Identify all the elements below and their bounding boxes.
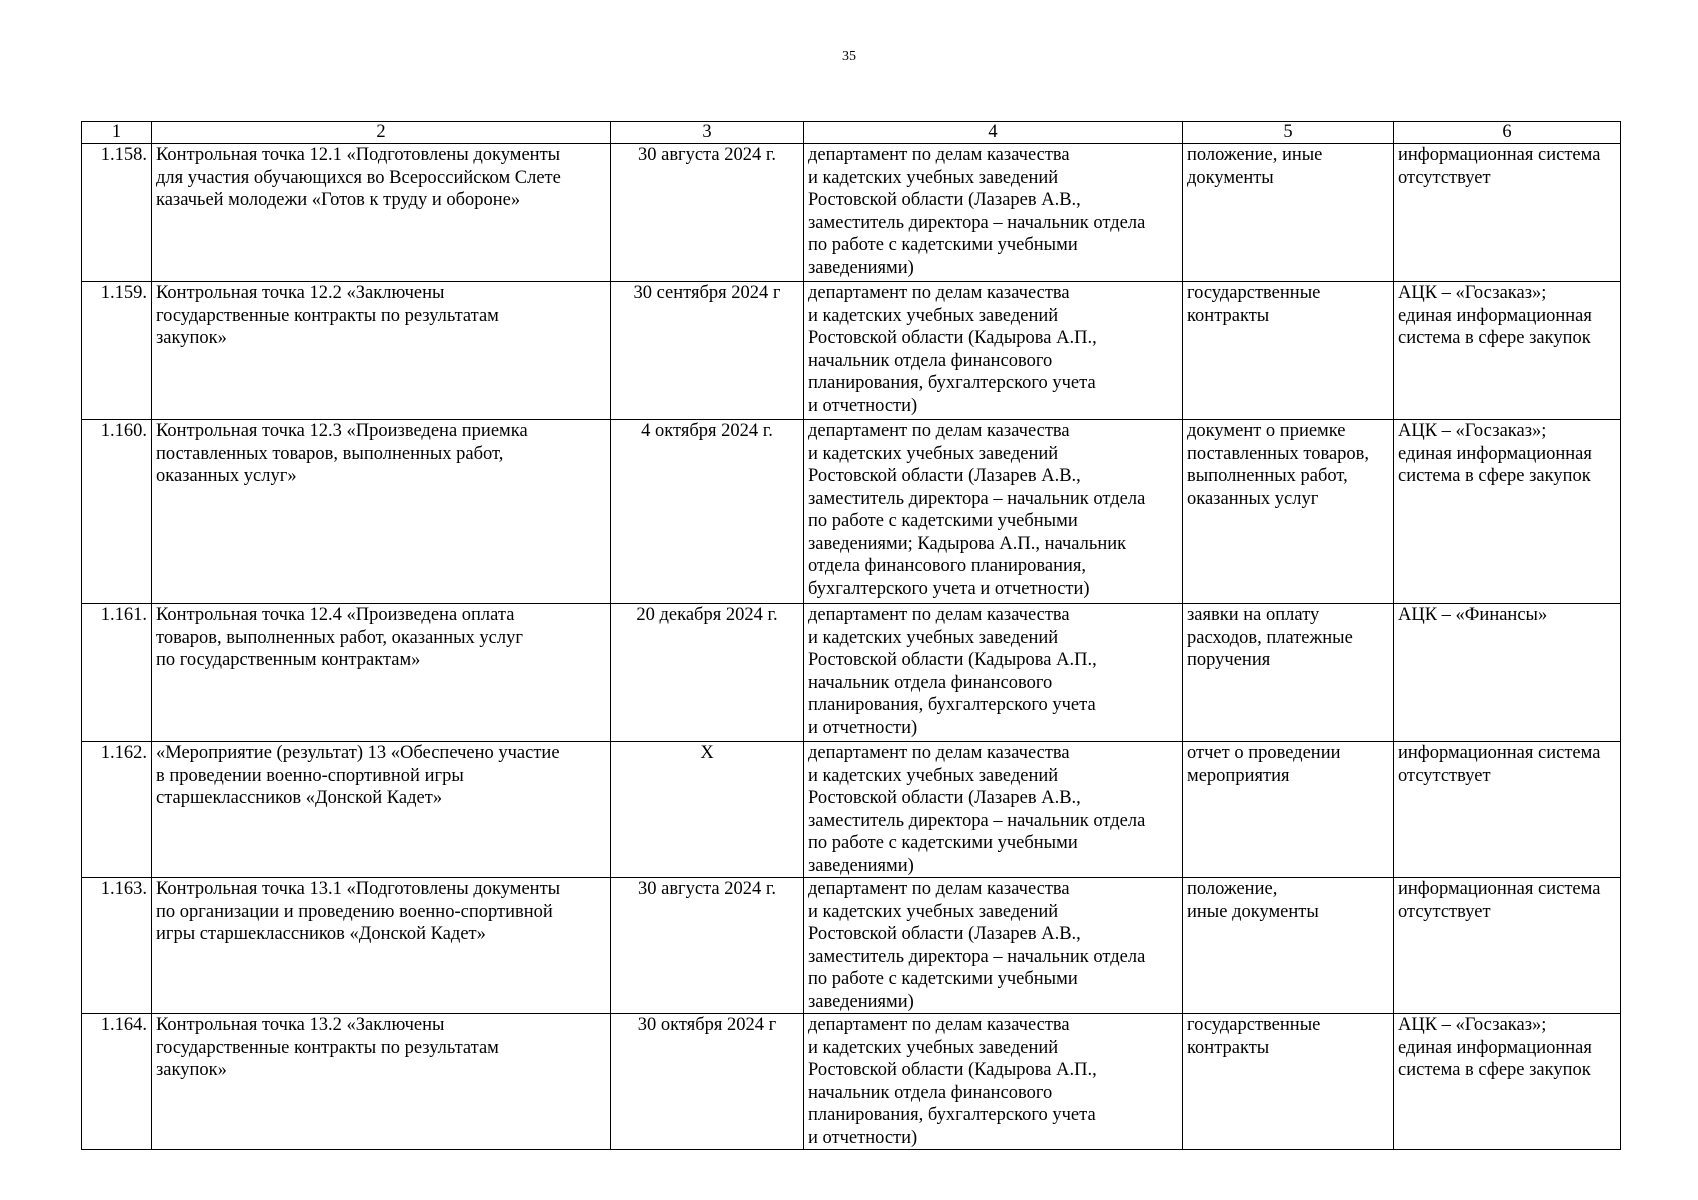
- row-date: X: [611, 742, 804, 878]
- row-number: 1.162.: [82, 742, 152, 878]
- row-number: 1.164.: [82, 1014, 152, 1150]
- column-header: 4: [804, 122, 1183, 144]
- row-system: АЦК – «Госзаказ»; единая информационная система в сфере закупок: [1394, 420, 1621, 604]
- row-responsible: департамент по делам казачества и кадетских учебных заведений Ростовской области (Лазарев А.В., заместитель директора – начальник отдела по работе с кадетскими учебными заведениями): [804, 144, 1183, 282]
- row-date: 30 августа 2024 г.: [611, 144, 804, 282]
- row-system: АЦК – «Госзаказ»; единая информационная система в сфере закупок: [1394, 1014, 1621, 1150]
- table-row: [82, 742, 1621, 878]
- column-header: 6: [1394, 122, 1621, 144]
- table-row: [82, 420, 1621, 604]
- column-header: 2: [152, 122, 611, 144]
- row-document: заявки на оплату расходов, платежные поручения: [1183, 604, 1394, 742]
- row-responsible: департамент по делам казачества и кадетских учебных заведений Ростовской области (Кадырова А.П., начальник отдела финансового планирования, бухгалтерского учета и отчетности): [804, 1014, 1183, 1150]
- row-date: 30 октября 2024 г: [611, 1014, 804, 1150]
- column-header: 5: [1183, 122, 1394, 144]
- row-responsible: департамент по делам казачества и кадетских учебных заведений Ростовской области (Лазарев А.В., заместитель директора – начальник отдела по работе с кадетскими учебными заведениями): [804, 878, 1183, 1014]
- row-responsible: департамент по делам казачества и кадетских учебных заведений Ростовской области (Лазарев А.В., заместитель директора – начальник отдела по работе с кадетскими учебными заведениями; Кадырова А.П., начальник отдела финансового планирования, бухгалтерского учета и отчетности): [804, 420, 1183, 604]
- page-number: 35: [842, 49, 856, 64]
- table-row: [82, 282, 1621, 420]
- row-name: Контрольная точка 12.2 «Заключены государственные контракты по результатам закупок»: [152, 282, 611, 420]
- row-number: 1.161.: [82, 604, 152, 742]
- row-number: 1.163.: [82, 878, 152, 1014]
- table-header-row: [82, 122, 1621, 144]
- row-responsible: департамент по делам казачества и кадетских учебных заведений Ростовской области (Кадырова А.П., начальник отдела финансового планирования, бухгалтерского учета и отчетности): [804, 282, 1183, 420]
- row-document: государственные контракты: [1183, 282, 1394, 420]
- row-document: государственные контракты: [1183, 1014, 1394, 1150]
- row-name: Контрольная точка 12.1 «Подготовлены документы для участия обучающихся во Всероссийском Слете казачьей молодежи «Готов к труду и обороне»: [152, 144, 611, 282]
- row-responsible: департамент по делам казачества и кадетских учебных заведений Ростовской области (Кадырова А.П., начальник отдела финансового планирования, бухгалтерского учета и отчетности): [804, 604, 1183, 742]
- row-date: 30 августа 2024 г.: [611, 878, 804, 1014]
- row-number: 1.158.: [82, 144, 152, 282]
- table-row: [82, 1014, 1621, 1150]
- row-document: положение, иные документы: [1183, 878, 1394, 1014]
- row-system: информационная система отсутствует: [1394, 742, 1621, 878]
- row-system: АЦК – «Госзаказ»; единая информационная система в сфере закупок: [1394, 282, 1621, 420]
- row-date: 4 октября 2024 г.: [611, 420, 804, 604]
- row-document: отчет о проведении мероприятия: [1183, 742, 1394, 878]
- column-header: 1: [82, 122, 152, 144]
- table-row: [82, 878, 1621, 1014]
- table-row: [82, 604, 1621, 742]
- row-system: АЦК – «Финансы»: [1394, 604, 1621, 742]
- control-points-table: [81, 121, 1621, 1150]
- column-header: 3: [611, 122, 804, 144]
- row-document: положение, иные документы: [1183, 144, 1394, 282]
- row-name: «Мероприятие (результат) 13 «Обеспечено участие в проведении военно-спортивной игры старшеклассников «Донской Кадет»: [152, 742, 611, 878]
- row-name: Контрольная точка 12.3 «Произведена приемка поставленных товаров, выполненных работ, оказанных услуг»: [152, 420, 611, 604]
- row-number: 1.160.: [82, 420, 152, 604]
- row-name: Контрольная точка 13.1 «Подготовлены документы по организации и проведению военно-спортивной игры старшеклассников «Донской Кадет»: [152, 878, 611, 1014]
- row-document: документ о приемке поставленных товаров, выполненных работ, оказанных услуг: [1183, 420, 1394, 604]
- row-system: информационная система отсутствует: [1394, 144, 1621, 282]
- row-system: информационная система отсутствует: [1394, 878, 1621, 1014]
- row-name: Контрольная точка 13.2 «Заключены государственные контракты по результатам закупок»: [152, 1014, 611, 1150]
- row-responsible: департамент по делам казачества и кадетских учебных заведений Ростовской области (Лазарев А.В., заместитель директора – начальник отдела по работе с кадетскими учебными заведениями): [804, 742, 1183, 878]
- row-name: Контрольная точка 12.4 «Произведена оплата товаров, выполненных работ, оказанных услуг по государственным контрактам»: [152, 604, 611, 742]
- row-number: 1.159.: [82, 282, 152, 420]
- row-date: 20 декабря 2024 г.: [611, 604, 804, 742]
- row-date: 30 сентября 2024 г: [611, 282, 804, 420]
- table-row: [82, 144, 1621, 282]
